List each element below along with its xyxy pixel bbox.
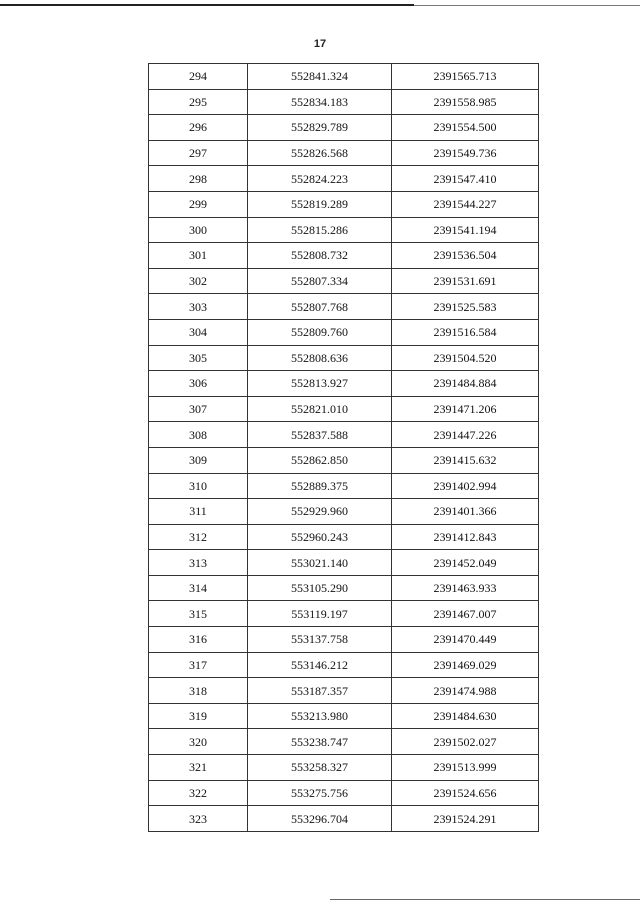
table-row xyxy=(149,678,539,704)
y-coordinate-cell: 2391467.007 xyxy=(392,601,539,627)
x-coordinate-cell: 552808.636 xyxy=(248,345,392,371)
table-row xyxy=(149,294,539,320)
y-coordinate-cell: 2391401.366 xyxy=(392,499,539,525)
x-coordinate-cell: 552826.568 xyxy=(248,140,392,166)
point-number-cell: 318 xyxy=(149,678,248,704)
x-coordinate-cell: 552929.960 xyxy=(248,499,392,525)
point-number-cell: 323 xyxy=(149,806,248,832)
point-number-cell: 313 xyxy=(149,550,248,576)
table-row xyxy=(149,319,539,345)
y-coordinate-cell: 2391544.227 xyxy=(392,191,539,217)
point-number-cell: 298 xyxy=(149,166,248,192)
point-number-cell: 316 xyxy=(149,627,248,653)
coordinates-table-body xyxy=(149,64,539,832)
table-row xyxy=(149,550,539,576)
table-row xyxy=(149,422,539,448)
y-coordinate-cell: 2391463.933 xyxy=(392,575,539,601)
point-number-cell: 296 xyxy=(149,115,248,141)
point-number-cell: 303 xyxy=(149,294,248,320)
y-coordinate-cell: 2391502.027 xyxy=(392,729,539,755)
x-coordinate-cell: 553021.140 xyxy=(248,550,392,576)
table-row xyxy=(149,627,539,653)
table-row xyxy=(149,729,539,755)
x-coordinate-cell: 553146.212 xyxy=(248,652,392,678)
table-row xyxy=(149,89,539,115)
y-coordinate-cell: 2391402.994 xyxy=(392,473,539,499)
y-coordinate-cell: 2391531.691 xyxy=(392,268,539,294)
point-number-cell: 310 xyxy=(149,473,248,499)
point-number-cell: 309 xyxy=(149,447,248,473)
coordinates-table xyxy=(148,63,539,832)
point-number-cell: 320 xyxy=(149,729,248,755)
point-number-cell: 301 xyxy=(149,243,248,269)
y-coordinate-cell: 2391484.630 xyxy=(392,703,539,729)
point-number-cell: 299 xyxy=(149,191,248,217)
x-coordinate-cell: 552819.289 xyxy=(248,191,392,217)
y-coordinate-cell: 2391554.500 xyxy=(392,115,539,141)
y-coordinate-cell: 2391565.713 xyxy=(392,64,539,90)
page-number: 17 xyxy=(313,38,327,50)
table-row xyxy=(149,396,539,422)
table-row xyxy=(149,191,539,217)
table-row xyxy=(149,499,539,525)
x-coordinate-cell: 553238.747 xyxy=(248,729,392,755)
x-coordinate-cell: 552960.243 xyxy=(248,524,392,550)
y-coordinate-cell: 2391415.632 xyxy=(392,447,539,473)
point-number-cell: 305 xyxy=(149,345,248,371)
x-coordinate-cell: 553187.357 xyxy=(248,678,392,704)
table-row xyxy=(149,601,539,627)
x-coordinate-cell: 552813.927 xyxy=(248,371,392,397)
table-row xyxy=(149,64,539,90)
table-row xyxy=(149,703,539,729)
point-number-cell: 319 xyxy=(149,703,248,729)
point-number-cell: 314 xyxy=(149,575,248,601)
x-coordinate-cell: 552807.768 xyxy=(248,294,392,320)
y-coordinate-cell: 2391412.843 xyxy=(392,524,539,550)
point-number-cell: 304 xyxy=(149,319,248,345)
table-row xyxy=(149,115,539,141)
x-coordinate-cell: 552824.223 xyxy=(248,166,392,192)
x-coordinate-cell: 553275.756 xyxy=(248,780,392,806)
y-coordinate-cell: 2391504.520 xyxy=(392,345,539,371)
x-coordinate-cell: 553105.290 xyxy=(248,575,392,601)
y-coordinate-cell: 2391549.736 xyxy=(392,140,539,166)
x-coordinate-cell: 552809.760 xyxy=(248,319,392,345)
point-number-cell: 321 xyxy=(149,755,248,781)
table-row xyxy=(149,217,539,243)
x-coordinate-cell: 553137.758 xyxy=(248,627,392,653)
table-row xyxy=(149,575,539,601)
y-coordinate-cell: 2391558.985 xyxy=(392,89,539,115)
y-coordinate-cell: 2391474.988 xyxy=(392,678,539,704)
table-row xyxy=(149,371,539,397)
point-number-cell: 295 xyxy=(149,89,248,115)
y-coordinate-cell: 2391447.226 xyxy=(392,422,539,448)
y-coordinate-cell: 2391470.449 xyxy=(392,627,539,653)
x-coordinate-cell: 552837.588 xyxy=(248,422,392,448)
y-coordinate-cell: 2391536.504 xyxy=(392,243,539,269)
point-number-cell: 308 xyxy=(149,422,248,448)
y-coordinate-cell: 2391547.410 xyxy=(392,166,539,192)
y-coordinate-cell: 2391541.194 xyxy=(392,217,539,243)
top-rule xyxy=(0,4,414,6)
y-coordinate-cell: 2391516.584 xyxy=(392,319,539,345)
y-coordinate-cell: 2391471.206 xyxy=(392,396,539,422)
y-coordinate-cell: 2391513.999 xyxy=(392,755,539,781)
x-coordinate-cell: 552808.732 xyxy=(248,243,392,269)
x-coordinate-cell: 553258.327 xyxy=(248,755,392,781)
table-row xyxy=(149,166,539,192)
x-coordinate-cell: 552862.850 xyxy=(248,447,392,473)
point-number-cell: 307 xyxy=(149,396,248,422)
point-number-cell: 294 xyxy=(149,64,248,90)
y-coordinate-cell: 2391452.049 xyxy=(392,550,539,576)
point-number-cell: 315 xyxy=(149,601,248,627)
x-coordinate-cell: 552829.789 xyxy=(248,115,392,141)
x-coordinate-cell: 552815.286 xyxy=(248,217,392,243)
x-coordinate-cell: 552807.334 xyxy=(248,268,392,294)
x-coordinate-cell: 553119.197 xyxy=(248,601,392,627)
y-coordinate-cell: 2391524.291 xyxy=(392,806,539,832)
y-coordinate-cell: 2391484.884 xyxy=(392,371,539,397)
bottom-rule xyxy=(330,899,640,900)
table-row xyxy=(149,780,539,806)
table-row xyxy=(149,243,539,269)
point-number-cell: 306 xyxy=(149,371,248,397)
table-row xyxy=(149,268,539,294)
table-row xyxy=(149,806,539,832)
point-number-cell: 311 xyxy=(149,499,248,525)
top-rule-right xyxy=(414,5,640,6)
x-coordinate-cell: 553296.704 xyxy=(248,806,392,832)
point-number-cell: 322 xyxy=(149,780,248,806)
x-coordinate-cell: 552841.324 xyxy=(248,64,392,90)
x-coordinate-cell: 552889.375 xyxy=(248,473,392,499)
table-row xyxy=(149,652,539,678)
x-coordinate-cell: 552834.183 xyxy=(248,89,392,115)
y-coordinate-cell: 2391525.583 xyxy=(392,294,539,320)
table-row xyxy=(149,140,539,166)
table-row xyxy=(149,524,539,550)
point-number-cell: 302 xyxy=(149,268,248,294)
table-row xyxy=(149,473,539,499)
point-number-cell: 300 xyxy=(149,217,248,243)
table-row xyxy=(149,755,539,781)
point-number-cell: 297 xyxy=(149,140,248,166)
point-number-cell: 312 xyxy=(149,524,248,550)
table-row xyxy=(149,447,539,473)
point-number-cell: 317 xyxy=(149,652,248,678)
x-coordinate-cell: 552821.010 xyxy=(248,396,392,422)
y-coordinate-cell: 2391524.656 xyxy=(392,780,539,806)
y-coordinate-cell: 2391469.029 xyxy=(392,652,539,678)
table-row xyxy=(149,345,539,371)
x-coordinate-cell: 553213.980 xyxy=(248,703,392,729)
